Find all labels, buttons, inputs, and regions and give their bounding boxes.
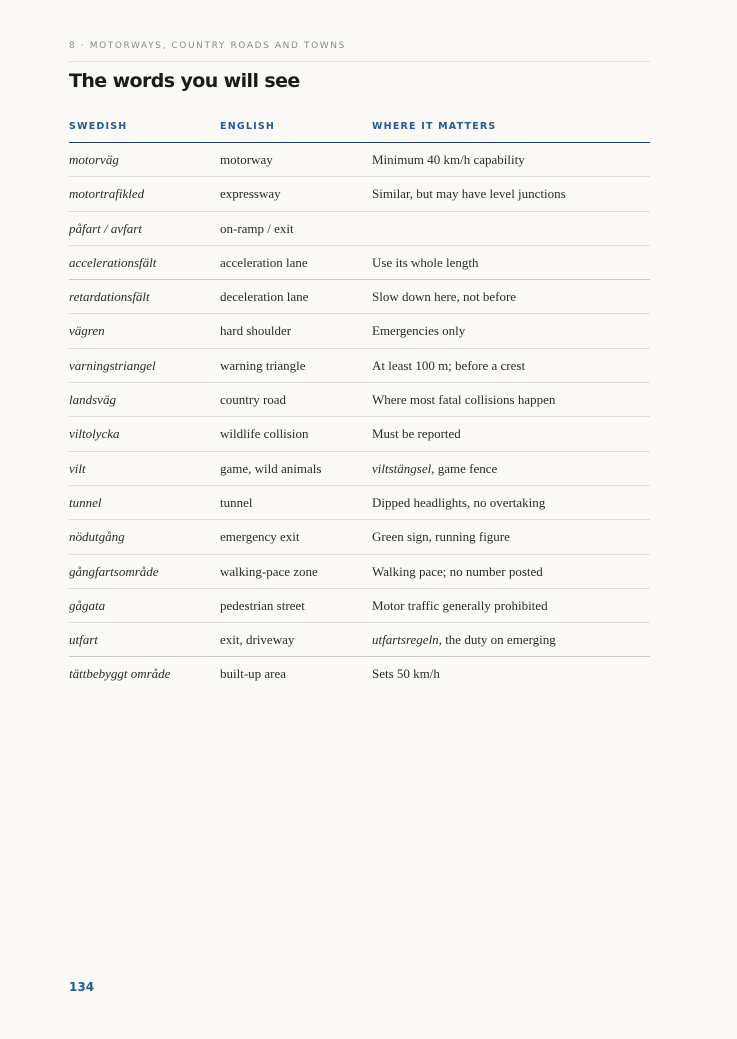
table-row xyxy=(69,314,650,348)
usage-note-text: Walking pace; no number posted xyxy=(372,563,543,579)
english-term: hard shoulder xyxy=(220,323,292,339)
swedish-term: motortrafikled xyxy=(69,186,145,202)
table-header-row xyxy=(69,112,650,143)
english-term: wildlife collision xyxy=(220,426,309,442)
english-term: pedestrian street xyxy=(220,597,305,613)
usage-note xyxy=(372,495,545,511)
table-row xyxy=(69,383,650,417)
usage-note-text: game fence xyxy=(434,460,498,476)
usage-note xyxy=(372,529,510,545)
usage-note-text: Similar, but may have level junctions xyxy=(372,186,566,202)
swedish-term: påfart / avfart xyxy=(69,220,142,236)
swedish-term: varningstriangel xyxy=(69,357,156,373)
usage-note-term: utfartsregeln, xyxy=(372,632,442,648)
column-header-english: ENGLISH xyxy=(220,121,276,132)
usage-note-text: Emergencies only xyxy=(372,323,466,339)
column-header-where-it-matters: WHERE IT MATTERS xyxy=(372,121,497,132)
usage-note xyxy=(372,666,440,682)
english-term: motorway xyxy=(220,152,273,167)
table-row xyxy=(69,417,650,451)
english-term: expressway xyxy=(220,186,281,202)
table-row xyxy=(69,589,650,623)
english-term: acceleration lane xyxy=(220,254,308,270)
usage-note-text: Dipped headlights, no overtaking xyxy=(372,494,546,510)
english-term: exit, driveway xyxy=(220,632,295,648)
usage-note-text: Minimum 40 km/h capability xyxy=(372,152,525,167)
table-row xyxy=(69,486,650,520)
usage-note xyxy=(372,426,461,442)
usage-note xyxy=(372,358,525,374)
table-row xyxy=(69,623,650,657)
swedish-term: motorväg xyxy=(69,152,119,167)
usage-note-text: Must be reported xyxy=(372,426,461,442)
usage-note xyxy=(372,461,497,477)
header-divider xyxy=(69,61,650,62)
usage-note-text: At least 100 m; before a crest xyxy=(372,357,526,373)
swedish-term: viltolycka xyxy=(69,426,120,442)
usage-note-text: Use its whole length xyxy=(372,254,479,270)
english-term: game, wild animals xyxy=(220,460,322,476)
english-term: emergency exit xyxy=(220,529,300,545)
table-row xyxy=(69,177,650,211)
page-title: The words you will see xyxy=(69,70,300,92)
vocabulary-table xyxy=(69,112,650,691)
swedish-term: vilt xyxy=(69,460,86,476)
running-head: 8 · MOTORWAYS, COUNTRY ROADS AND TOWNS xyxy=(69,41,346,51)
english-term: built-up area xyxy=(220,666,287,682)
usage-note xyxy=(372,255,479,271)
table-row xyxy=(69,555,650,589)
english-term: country road xyxy=(220,392,287,408)
usage-note-term: viltstängsel, xyxy=(372,460,435,476)
usage-note xyxy=(372,289,516,305)
table-row xyxy=(69,280,650,314)
swedish-term: tunnel xyxy=(69,494,102,510)
swedish-term: nödutgång xyxy=(69,529,125,545)
swedish-term: gångfartsområde xyxy=(69,563,159,579)
usage-note xyxy=(372,323,465,339)
usage-note-text: the duty on emerging xyxy=(441,632,556,648)
table-row xyxy=(69,452,650,486)
table-row xyxy=(69,520,650,554)
usage-note-text: Slow down here, not before xyxy=(372,289,517,305)
swedish-term: vägren xyxy=(69,323,105,339)
swedish-term: retardationsfält xyxy=(69,289,150,305)
table-row xyxy=(69,657,650,690)
swedish-term: gågata xyxy=(69,597,106,613)
page-number: 134 xyxy=(69,980,95,994)
swedish-term: landsväg xyxy=(69,392,116,408)
table-row xyxy=(69,349,650,383)
usage-note xyxy=(372,564,543,580)
swedish-term: tättbebyggt område xyxy=(69,666,171,682)
swedish-term: utfart xyxy=(69,632,98,648)
english-term: warning triangle xyxy=(220,357,306,373)
table-row xyxy=(69,143,650,177)
swedish-term: accelerationsfält xyxy=(69,254,157,270)
usage-note-text: Sets 50 km/h xyxy=(372,666,440,682)
column-header-swedish: SWEDISH xyxy=(69,121,128,132)
usage-note xyxy=(372,632,556,648)
table-row xyxy=(69,212,650,246)
usage-note-text: Motor traffic generally prohibited xyxy=(372,597,548,613)
usage-note-text: Green sign, running figure xyxy=(372,529,510,545)
usage-note xyxy=(372,186,566,202)
english-term: walking-pace zone xyxy=(220,563,318,579)
usage-note xyxy=(372,598,548,614)
usage-note xyxy=(372,152,525,168)
table-row xyxy=(69,246,650,280)
english-term: tunnel xyxy=(220,494,253,510)
usage-note-text: Where most fatal collisions happen xyxy=(372,392,556,408)
english-term: deceleration lane xyxy=(220,289,309,305)
usage-note xyxy=(372,392,555,408)
english-term: on-ramp / exit xyxy=(220,220,294,236)
